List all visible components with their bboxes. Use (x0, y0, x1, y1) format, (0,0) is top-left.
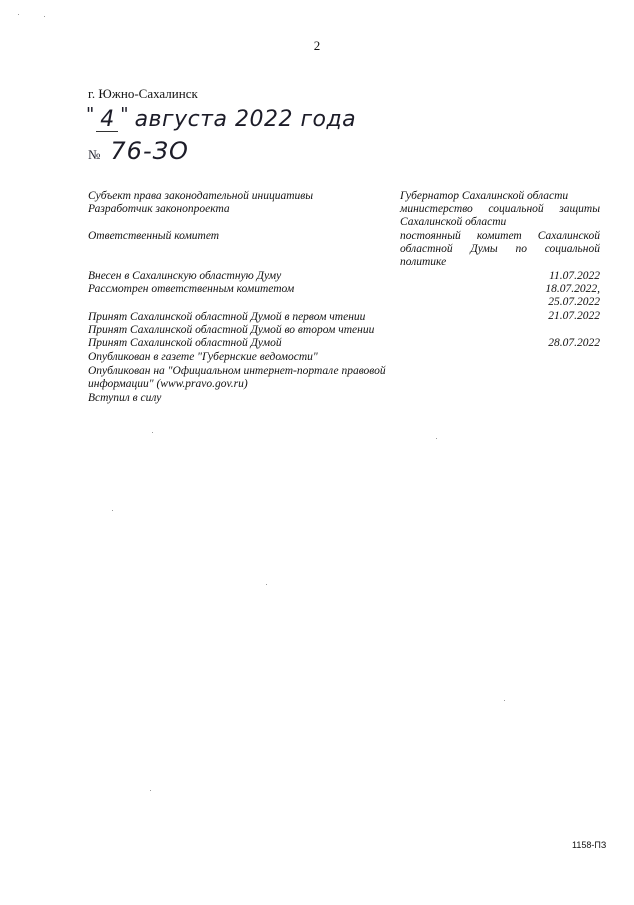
document-code: 1158-ПЗ (572, 840, 607, 850)
second-reading-label: Принят Сахалинской областной Думой во втором чтении (88, 324, 375, 336)
reviewed-date-2: 25.07.2022 (548, 296, 600, 308)
committee-value-line2: областной Думы по социальной (400, 243, 600, 255)
first-reading-date: 21.07.2022 (548, 310, 600, 322)
number-sign: № (88, 147, 101, 162)
scan-speck (152, 432, 153, 433)
published-newspaper-label: Опубликован в газете "Губернские ведомости" (88, 351, 318, 363)
developer-value-line2: Сахалинской области (400, 216, 507, 228)
close-quote-mark: " (120, 104, 129, 125)
first-reading-label: Принят Сахалинской областной Думой в первом чтении (88, 311, 366, 323)
scan-speck (266, 584, 267, 585)
submitted-label: Внесен в Сахалинскую областную Думу (88, 270, 282, 282)
date-month-year: августа 2022 года (134, 107, 357, 132)
scan-speck (504, 700, 505, 701)
law-number: 76-ЗО (110, 137, 189, 165)
published-portal-label-line2: информации" (www.pravo.gov.ru) (88, 378, 248, 390)
scan-speck (18, 14, 19, 15)
adopted-date: 28.07.2022 (548, 337, 600, 349)
subject-value: Губернатор Сахалинской области (400, 190, 569, 202)
open-quote-mark: " (86, 104, 95, 125)
scan-speck (44, 16, 45, 17)
reviewed-label: Рассмотрен ответственным комитетом (88, 283, 295, 295)
scan-speck (112, 510, 113, 511)
committee-value-line3: политике (400, 256, 447, 268)
published-portal-label-line1: Опубликован на "Официальном интернет-портале правовой (88, 365, 386, 377)
developer-value-line1: министерство социальной защиты (400, 203, 600, 215)
handwritten-number (88, 137, 189, 169)
adopted-label: Принят Сахалинской областной Думой (88, 337, 282, 349)
page-number: 2 (313, 38, 321, 53)
date-day: 4 (96, 109, 118, 132)
handwritten-date (86, 104, 357, 137)
subject-label: Субъект права законодательной инициативы (88, 190, 314, 202)
committee-label: Ответственный комитет (88, 230, 220, 242)
developer-label: Разработчик законопроекта (88, 203, 230, 215)
committee-value-line1: постоянный комитет Сахалинской (400, 230, 600, 242)
city-name: г. Южно-Сахалинск (88, 86, 198, 101)
effective-label: Вступил в силу (88, 392, 162, 404)
scan-speck (150, 790, 151, 791)
submitted-date: 11.07.2022 (549, 270, 600, 282)
scan-speck (436, 438, 437, 439)
reviewed-date-1: 18.07.2022, (545, 283, 600, 295)
